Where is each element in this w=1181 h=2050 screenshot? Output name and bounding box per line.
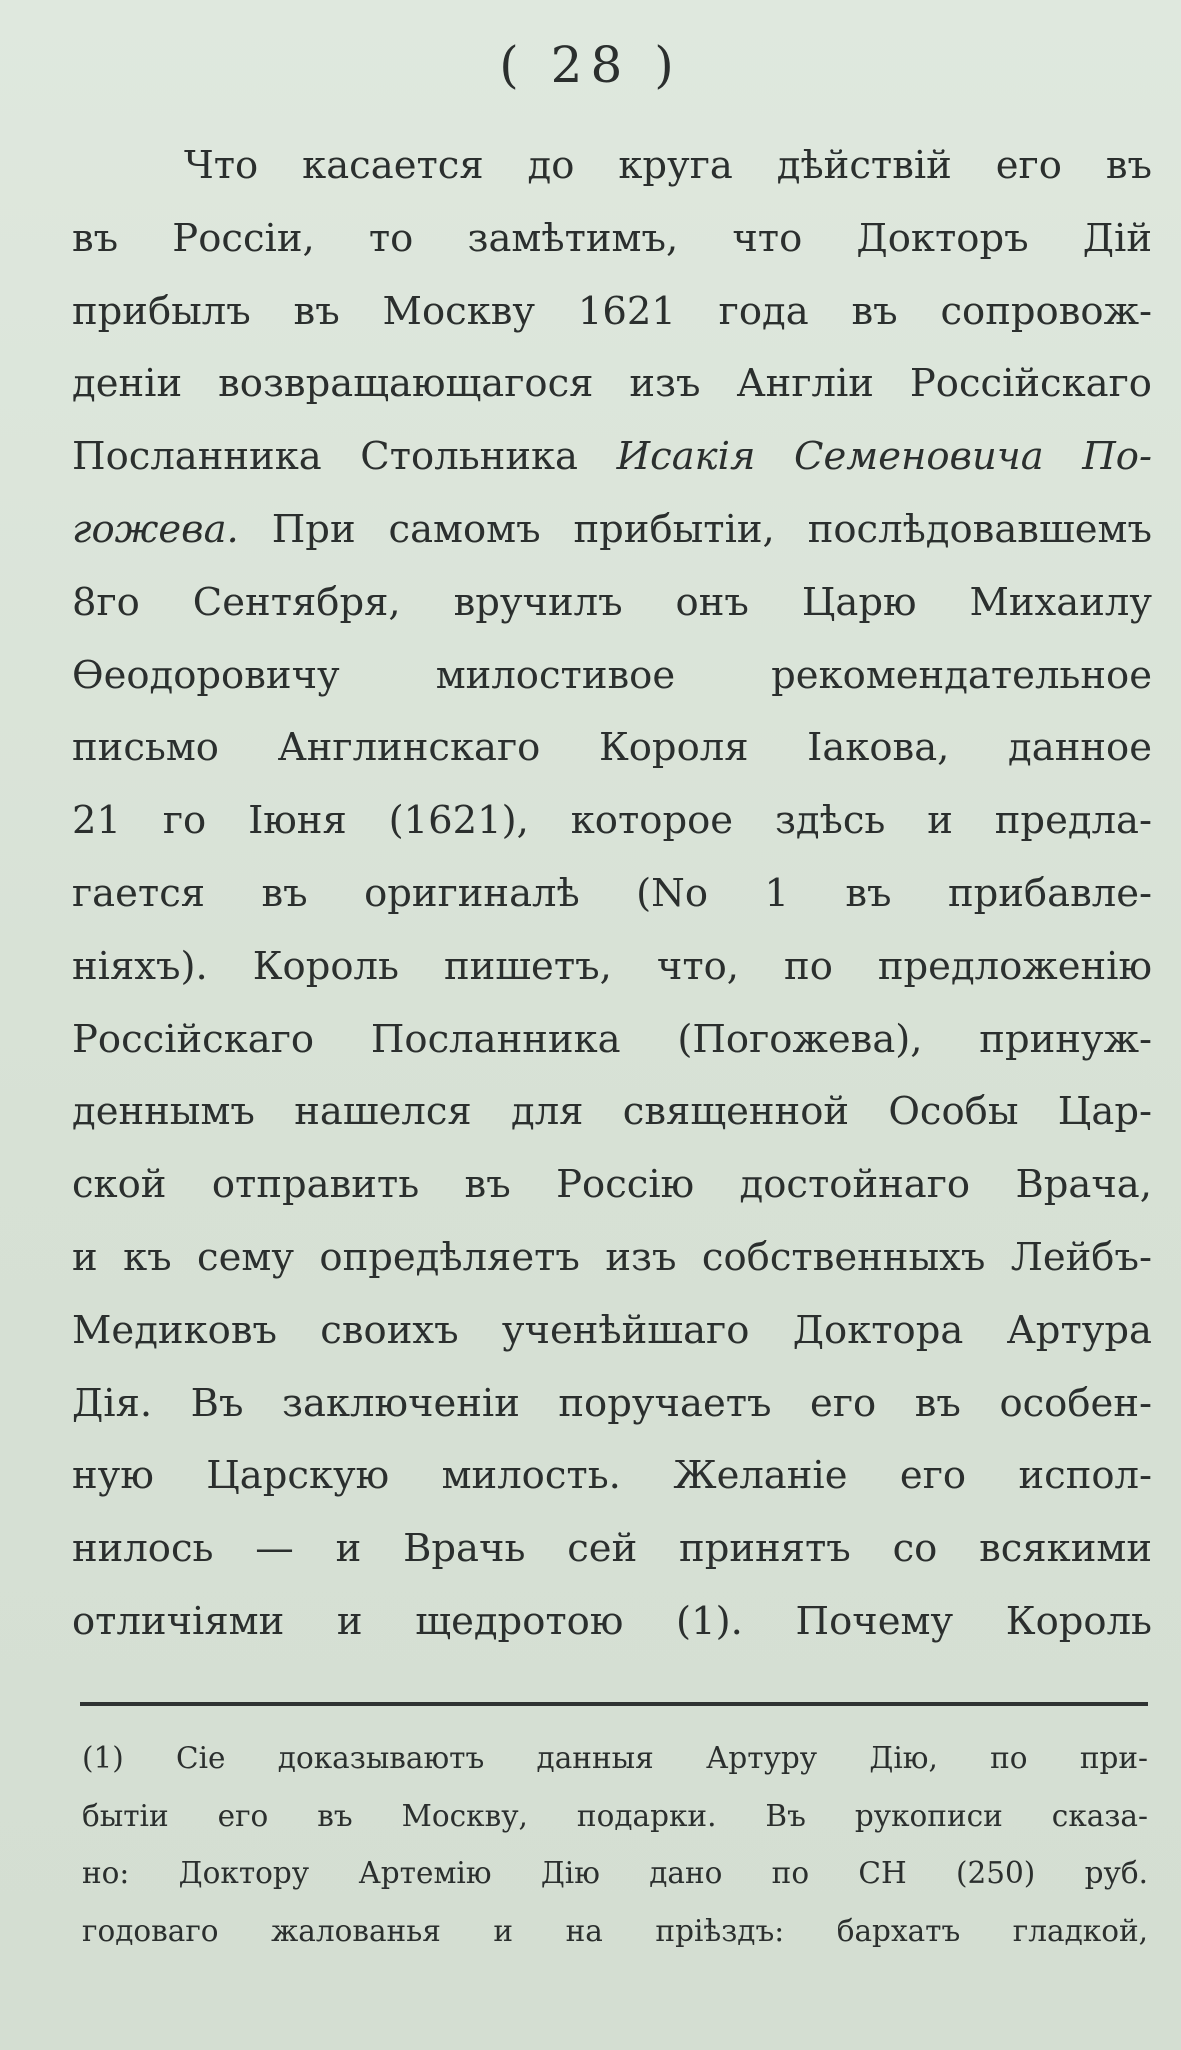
footnote-line: годоваго жалованья и на пріѣздъ: бархатъ гладкой, (82, 1913, 1148, 1948)
text-segment: При самомъ прибытіи, послѣдовавшемъ (271, 506, 1152, 552)
page-number: ( 28 ) (499, 36, 682, 94)
text-line: въ Россіи, то замѣтимъ, что Докторъ Дій (72, 215, 1152, 261)
text-line: ную Царскую милость. Желаніе его испол- (72, 1453, 1152, 1499)
text-line: и къ сему опредѣляетъ изъ собственныхъ Лейбъ- (72, 1234, 1152, 1280)
text-line-with-italic (72, 421, 1152, 494)
text-line: прибылъ въ Москву 1621 года въ сопровож- (72, 288, 1152, 334)
text-segment: Посланника Стольника (72, 434, 578, 480)
text-line: 21 го Іюня (1621), которое здѣсь и предла- (72, 798, 1152, 844)
text-line: письмо Англинскаго Короля Іакова, данное (72, 725, 1152, 771)
text-line: гается въ оригиналѣ (No 1 въ прибавле- (72, 870, 1152, 916)
text-line: Дія. Въ заключеніи поручаетъ его въ особен- (72, 1380, 1152, 1426)
text-line: деннымъ нашелся для священной Особы Цар- (72, 1089, 1152, 1135)
text-line: нилось — и Врачь сей принятъ со всякими (72, 1526, 1152, 1572)
footnote-line: (1) Сіе доказываютъ данныя Артуру Дію, по при- (82, 1741, 1148, 1775)
text-line: Ѳеодоровичу милостивое рекомендательное (72, 652, 1152, 698)
text-line: Что касается до круга дѣйствій его въ (184, 143, 1152, 188)
footnote-line: но: Доктору Артемію Дію дано по СН (250) руб. (82, 1856, 1148, 1890)
text-line: ской отправить въ Россію достойнаго Врача, (72, 1162, 1152, 1208)
footnotes (82, 1730, 1148, 1960)
text-line: Россійскаго Посланника (Погожева), принуж- (72, 1016, 1152, 1062)
text-line: деніи возвращающагося изъ Англіи Россійскаго (72, 361, 1152, 407)
footnote-line: бытіи его въ Москву, подарки. Въ рукописи сказа- (82, 1798, 1148, 1833)
main-text (72, 130, 1152, 1659)
italic-name-end: гожева. (72, 506, 239, 552)
text-line: Медиковъ своихъ ученѣйшаго Доктора Артура (72, 1307, 1152, 1353)
text-line-with-italic (72, 494, 1152, 567)
text-line: 8го Сентября, вручилъ онъ Царю Михаилу (72, 579, 1152, 625)
text-line: отличіями и щедротою (1). Почему Король (72, 1598, 1152, 1644)
footnote-divider (80, 1702, 1148, 1706)
italic-name: Исакія Семеновича По- (616, 434, 1152, 480)
text-line: ніяхъ). Король пишетъ, что, по предложенію (72, 943, 1152, 989)
